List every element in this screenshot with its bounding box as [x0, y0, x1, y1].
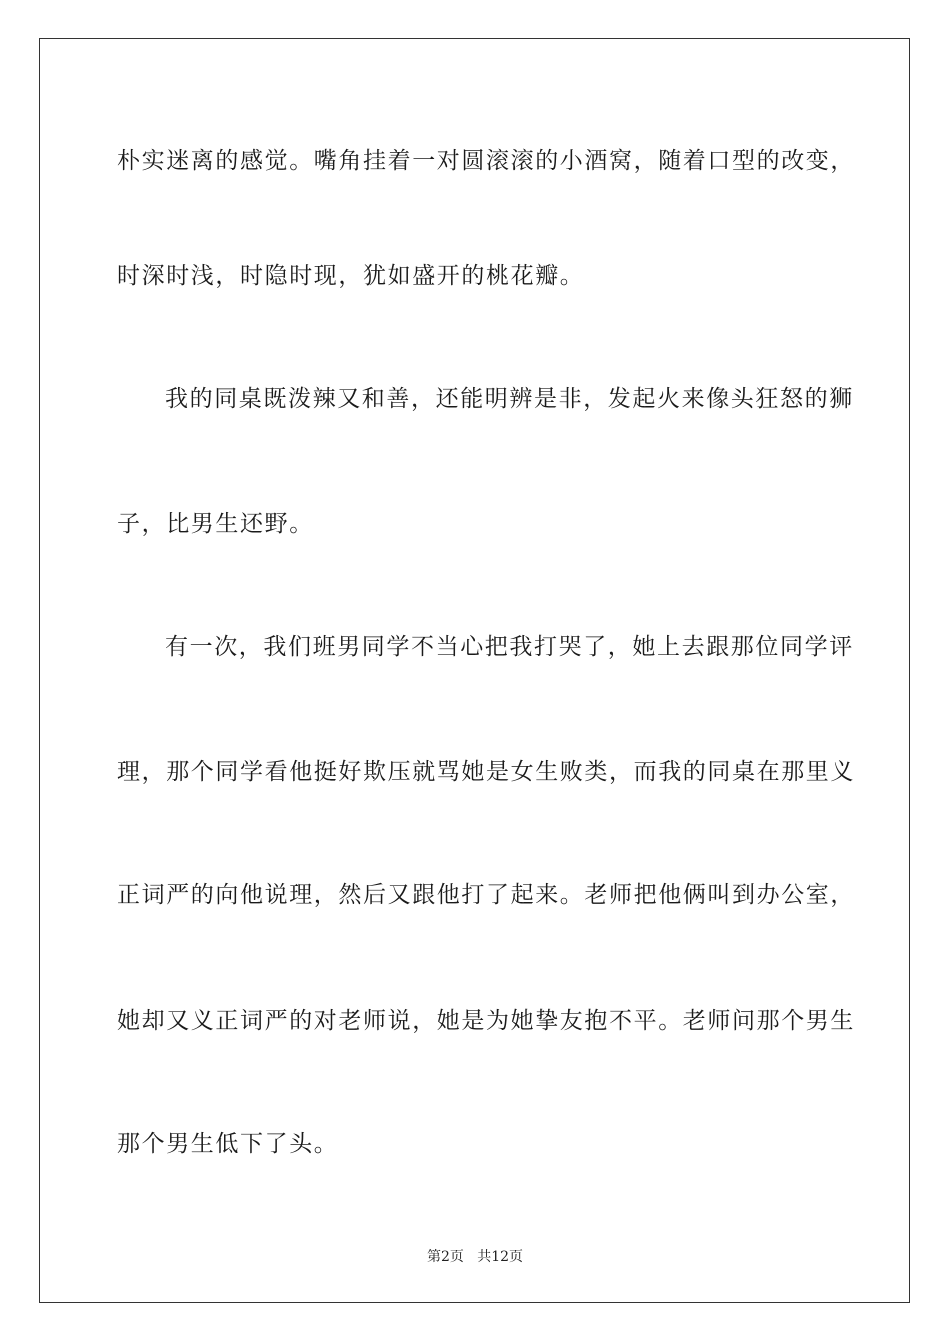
- paragraph-line-7: 正词严的向他说理，然后又跟他打了起来。老师把他俩叫到办公室，: [117, 882, 855, 908]
- paragraph-line-9: 那个男生低下了头。: [117, 1131, 339, 1157]
- paragraph-line-1: 朴实迷离的感觉。嘴角挂着一对圆滚滚的小酒窝，随着口型的改变，: [117, 148, 855, 174]
- paragraph-line-4: 子，比男生还野。: [117, 511, 314, 537]
- page-border: [39, 38, 910, 1303]
- paragraph-line-6: 理，那个同学看他挺好欺压就骂她是女生败类，而我的同桌在那里义: [117, 759, 855, 785]
- paragraph-line-5: 有一次，我们班男同学不当心把我打哭了，她上去跟那位同学评: [165, 634, 854, 660]
- paragraph-line-8: 她却又义正词严的对老师说，她是为她挚友抱不平。老师问那个男生: [117, 1008, 855, 1034]
- paragraph-line-2: 时深时浅，时隐时现，犹如盛开的桃花瓣。: [117, 263, 585, 289]
- page-footer: 第2页 共12页: [426, 1249, 524, 1265]
- paragraph-line-3: 我的同桌既泼辣又和善，还能明辨是非，发起火来像头狂怒的狮: [165, 386, 854, 412]
